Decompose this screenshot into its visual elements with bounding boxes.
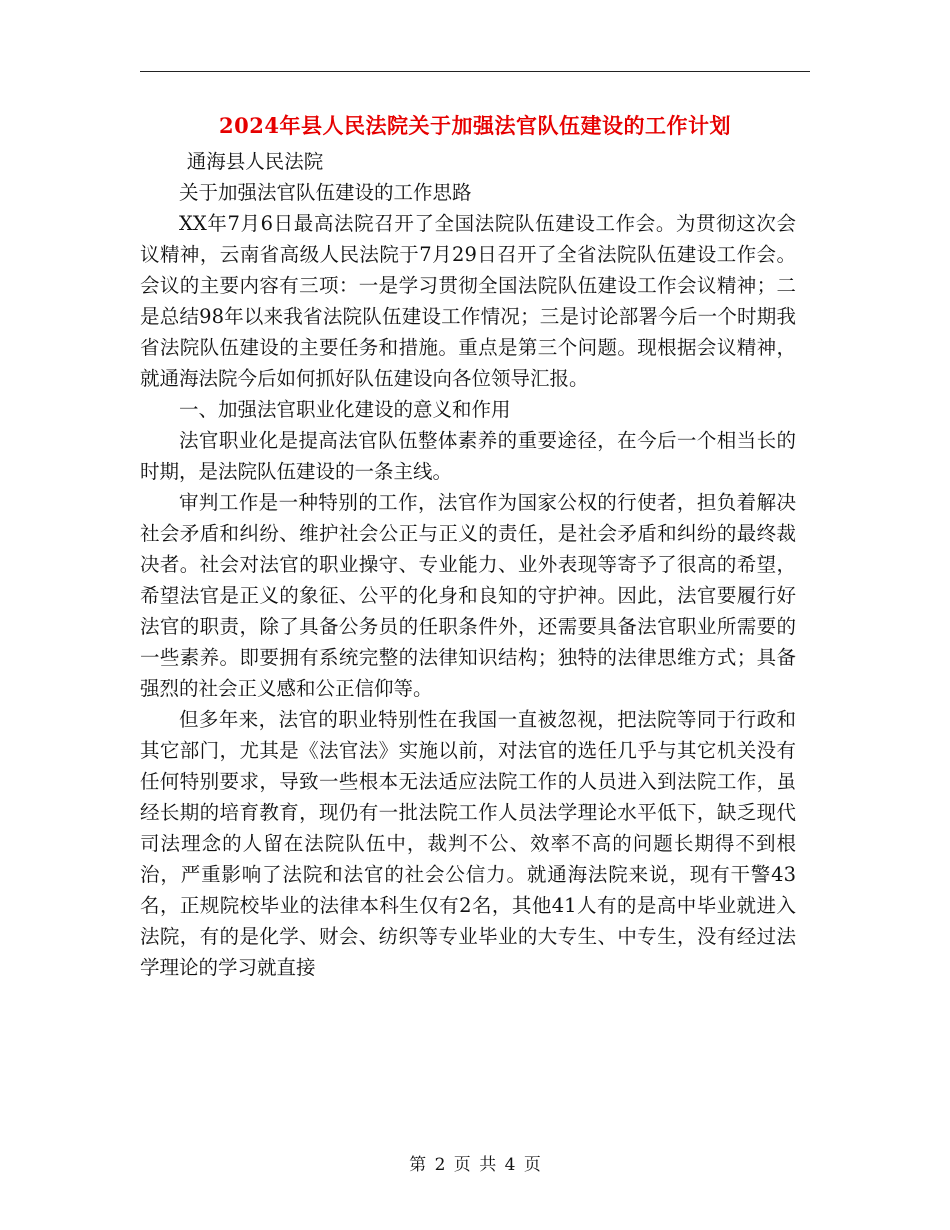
page-number: 第 2 页 共 4 页	[409, 1155, 541, 1175]
section-heading-1: 一、加强法官职业化建设的意义和作用	[179, 398, 511, 421]
author-line: 通海县人民法院	[186, 150, 324, 173]
paragraph-3: 审判工作是一种特别的工作，法官作为国家公权的行使者，担负着解决社会矛盾和纠纷、维护社会公正与正义的责任，是社会矛盾和纠纷的最终裁决者。社会对法官的职业操守、专业能力、业外表现等寄予了很高的希望，希望法官是正义的象征、公平的化身和良知的守护神。因此，法官要履行好法官的职责，除了具备公务员的任职条件外，还需要具备法官职业所需要的一些素养。即要拥有系统完整的法律知识结构；独特的法律思维方式；具备强烈的社会正义感和公正信仰等。	[140, 491, 796, 700]
header-rule	[140, 71, 810, 72]
paragraph-4: 但多年来，法官的职业特别性在我国一直被忽视，把法院等同于行政和其它部门，尤其是《法官法》实施以前，对法官的选任几乎与其它机关没有任何特别要求，导致一些根本无法适应法院工作的人员进入到法院工作，虽经长期的培育教育，现仍有一批法院工作人员法学理论水平低下，缺乏现代司法理念的人留在法院队伍中，裁判不公、效率不高的问题长期得不到根治，严重影响了法院和法官的社会公信力。就通海法院来说，现有干警43名，正规院校毕业的法律本科生仅有2名，其他41人有的是高中毕业就进入法院，有的是化学、财会、纺织等专业毕业的大专生、中专生，没有经过法学理论的学习就直接	[140, 708, 796, 979]
paragraph-2: 法官职业化是提高法官队伍整体素养的重要途径，在今后一个相当长的时期，是法院队伍建设的一条主线。	[140, 429, 796, 483]
paragraph-1: XX年7月6日最高法院召开了全国法院队伍建设工作会。为贯彻这次会议精神，云南省高级人民法院于7月29日召开了全省法院队伍建设工作会。会议的主要内容有三项：一是学习贯彻全国法院队伍建设工作会议精神；二是总结98年以来我省法院队伍建设工作情况；三是讨论部署今后一个时期我省法院队伍建设的主要任务和措施。重点是第三个问题。现根据会议精神，就通海法院今后如何抓好队伍建设向各位领导汇报。	[140, 212, 796, 390]
document-title: 2024年县人民法院关于加强法官队伍建设的工作计划	[219, 113, 731, 138]
subtitle-line: 关于加强法官队伍建设的工作思路	[179, 181, 472, 204]
document-body	[140, 146, 796, 983]
